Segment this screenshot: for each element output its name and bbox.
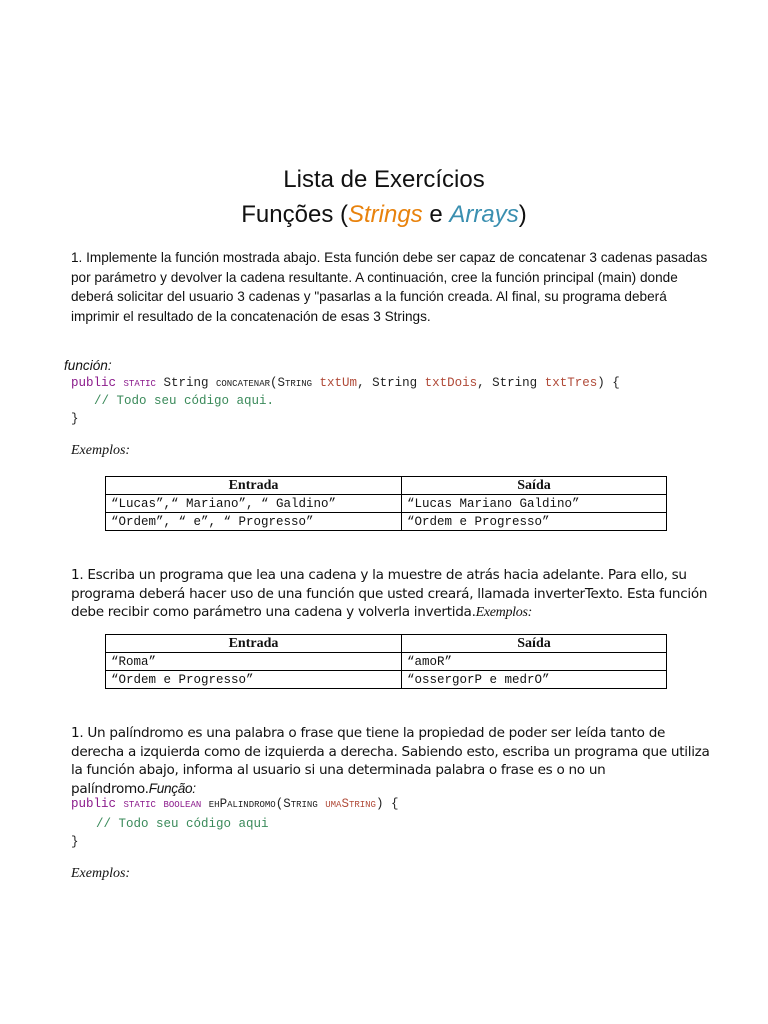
table-header-saida: Saída: [402, 477, 667, 495]
code-param-type-1: String: [277, 376, 313, 390]
code-param-2: txtDois: [424, 376, 478, 390]
code-open-paren: (: [275, 797, 284, 811]
table-header-entrada: Entrada: [106, 477, 402, 495]
code-function-name: concatenar: [215, 376, 270, 390]
exercise-1-code-line-1: [71, 374, 620, 392]
exercise-1-examples-label: Exemplos:: [71, 443, 131, 458]
exercise-3-text: [71, 724, 711, 798]
table-row: [106, 513, 667, 531]
code-close: ) {: [375, 797, 399, 811]
code-sep-2: ,: [477, 376, 485, 390]
exercise-3-function-label: Função:: [148, 780, 196, 796]
subtitle-mid: e: [422, 201, 450, 228]
code-sep-1: ,: [357, 376, 365, 390]
subtitle-strings: Strings: [347, 201, 423, 228]
code-open-paren: (: [270, 376, 278, 390]
subtitle-suffix: ): [518, 201, 527, 228]
code-param-type-3: String: [492, 376, 538, 390]
code-kw-static: static: [123, 376, 156, 390]
code-param-type: String: [283, 797, 318, 811]
table-cell: “Lucas”,“ Mariano”, “ Galdino”: [106, 495, 402, 513]
exercise-2-body: 1. Escriba un programa que lea una cadena y la muestre de atrás hacia adelante. Para ello, su programa deberá hacer uso de una función que usted creará, llamada inverterTexto. Esta función debe recibir como parámetro una cadena y volverla invertida.: [71, 567, 708, 620]
code-kw-public: public: [71, 376, 117, 390]
page-title: Lista de Exercícios: [283, 166, 485, 193]
exercise-2-text: [71, 566, 711, 623]
table-header-row: [106, 477, 667, 495]
table-cell: “amoR”: [402, 653, 667, 671]
exercise-2-table: [105, 634, 667, 689]
exercise-1-text: 1. Implemente la función mostrada abajo. Esta función debe ser capaz de concatenar 3 cadenas pasadas por parámetro y devolver la cadena resultante. A continuación, cree la función principal (main) donde deberá solicitar del usuario 3 cadenas y "pasarlas a la función creada. Al final, su programa deberá imprimir el resultado de la concatenación de esas 3 Strings.: [71, 250, 708, 324]
table-cell: “Lucas Mariano Galdino”: [402, 495, 667, 513]
code-kw-static: static: [123, 797, 156, 811]
exercise-3-body: 1. Un palíndromo es una palabra o frase que tiene la propiedad de poder ser leída tanto de derecha a izquierda como de izquierda a derecha. Sabiendo esto, escriba un programa que utiliza la función abajo, informa al usuario si una determinada palabra o frase es o no un palíndromo.: [71, 725, 710, 797]
exercise-1-function-label: función:: [64, 358, 112, 373]
table-cell: “ossergorP e medrO”: [402, 671, 667, 689]
code-close: ) {: [597, 376, 620, 390]
exercise-1-code-comment: // Todo seu código aqui.: [94, 394, 275, 408]
code-param-3: txtTres: [544, 376, 598, 390]
table-cell: “Ordem”, “ e”, “ Progresso”: [106, 513, 402, 531]
code-param: umaString: [325, 797, 376, 811]
page-subtitle: [0, 201, 768, 229]
table-row: [106, 671, 667, 689]
exercise-3-code-line-1: [71, 795, 398, 813]
code-kw-public: public: [71, 797, 117, 811]
subtitle-prefix: Funções (: [241, 201, 348, 228]
subtitle-arrays: Arrays: [449, 201, 519, 228]
code-function-name: ehPalindromo: [208, 797, 276, 811]
table-header-entrada: Entrada: [106, 635, 402, 653]
table-row: [106, 653, 667, 671]
table-header-row: [106, 635, 667, 653]
code-param-1: txtUm: [319, 376, 358, 390]
table-row: [106, 495, 667, 513]
table-cell: “Roma”: [106, 653, 402, 671]
exercise-3-code-end: }: [71, 835, 79, 849]
exercise-2-examples-label: Exemplos:: [475, 605, 532, 620]
exercise-3-examples-label: Exemplos:: [71, 866, 131, 881]
code-param-type-2: String: [372, 376, 418, 390]
exercise-3-code-comment: // Todo seu código aqui: [96, 817, 269, 831]
exercise-1-table: [105, 476, 667, 531]
code-return-type: String: [163, 376, 209, 390]
table-header-saida: Saída: [402, 635, 667, 653]
table-cell: “Ordem e Progresso”: [106, 671, 402, 689]
table-cell: “Ordem e Progresso”: [402, 513, 667, 531]
exercise-1-code-end: }: [71, 412, 79, 426]
code-kw-boolean: boolean: [163, 797, 202, 811]
